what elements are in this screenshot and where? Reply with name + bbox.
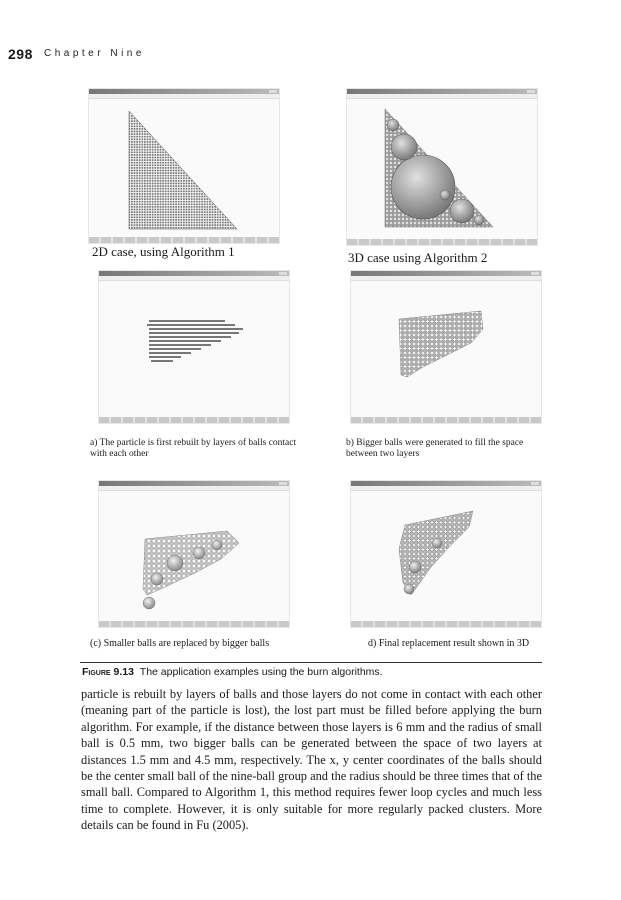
large-sphere [391,155,455,219]
window-titlebar [89,89,279,94]
page-header [8,46,33,64]
medium-sphere [391,134,417,160]
panel-canvas [347,99,537,237]
ball-cluster-b [399,311,483,377]
ball-cluster-d [399,511,473,595]
window-buttons-icon [527,90,535,93]
window-titlebar [351,481,541,486]
ball-layers [147,321,243,361]
small-sphere [440,190,450,200]
small-sphere [387,119,399,131]
figure-panel-3d [346,88,538,246]
panel-canvas [99,491,289,619]
figure-panel-b [350,270,542,424]
panel-canvas [351,281,541,415]
replaced-sphere [143,597,155,609]
ball-cluster-c [143,531,239,595]
chapter-title: Chapter Nine [44,48,145,59]
panel-caption: d) Final replacement result shown in 3D [368,638,530,649]
window-taskbar [99,417,289,423]
panel-caption: (c) Smaller balls are replaced by bigger balls [90,638,270,649]
window-buttons-icon [269,90,277,93]
final-sphere [404,584,414,594]
window-taskbar [347,239,537,245]
window-titlebar [99,481,289,486]
panel-caption: 3D case using Algorithm 2 [348,250,488,265]
window-titlebar [347,89,537,94]
window-buttons-icon [531,482,539,485]
figure-panel-c [98,480,290,628]
window-taskbar [89,237,279,243]
figure-caption [82,666,383,678]
figure-caption-text: The application examples using the burn algorithms. [139,666,383,678]
page-number: 298 [8,46,33,62]
replaced-sphere [193,547,205,559]
replaced-sphere [212,540,222,550]
panel-caption: 2D case, using Algorithm 1 [92,244,235,259]
window-buttons-icon [531,272,539,275]
panel-canvas [351,491,541,619]
panel-caption: b) Bigger balls were generated to fill the space between two layers [346,438,524,459]
replaced-sphere [151,573,163,585]
panel-canvas [89,99,279,235]
window-taskbar [99,621,289,627]
figure-panel-2d [88,88,280,244]
figure-panel-d [350,480,542,628]
small-sphere [474,215,484,225]
medium-sphere [450,199,474,223]
final-sphere [432,538,442,548]
figure-label: Figure 9.13 [82,666,134,678]
window-titlebar [351,271,541,276]
window-taskbar [351,621,541,627]
replaced-sphere [167,555,183,571]
figure-panel-a [98,270,290,424]
window-titlebar [99,271,289,276]
panel-canvas [99,281,289,415]
body-paragraph: particle is rebuilt by layers of balls and those layers do not come in contact with each other (meaning part of the particle is lost), the lost part must be filled before applying the burn algorithm. For example, if the distance between those layers is 6 mm and the radius of small ball is 0.5 mm, two bigger balls can be generated between the space of two layers at distances 1.5 mm and 4.5 mm, respectively. The x, y center coordinates of the balls should be the center small ball of the nine-ball group and the radius should be three times that of the small ball. Compared to Algorithm 1, this method requires fewer loop cycles and much less time to complete. However, it is only suitable for more regularly packed clusters. More details can be found in Fu (2005). [81,687,542,833]
ball-triangle-2d [129,111,237,229]
window-taskbar [351,417,541,423]
caption-rule [80,662,542,663]
panel-caption: a) The particle is first rebuilt by layers of balls contact with each other [90,438,297,459]
window-buttons-icon [279,482,287,485]
window-buttons-icon [279,272,287,275]
final-sphere [409,561,421,573]
